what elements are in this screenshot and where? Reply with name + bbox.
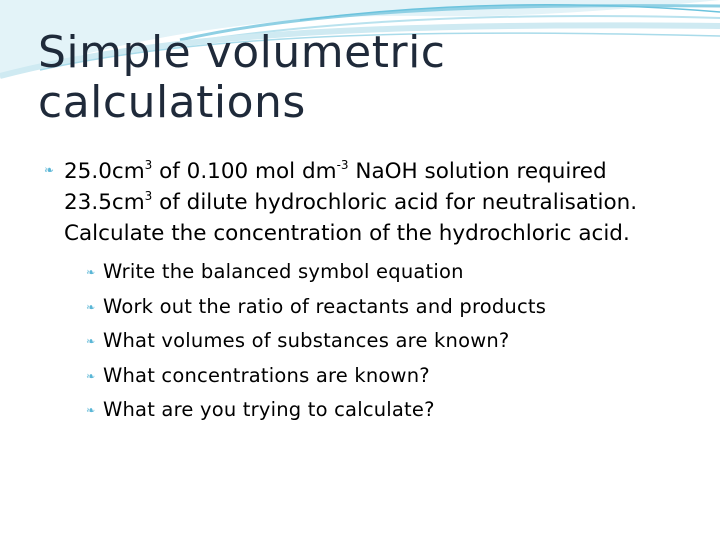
feather-bullet-icon: ❧	[86, 266, 96, 279]
sub-point-text: What are you trying to calculate?	[103, 398, 435, 421]
sub-bullet-point	[86, 359, 694, 394]
content-list	[44, 156, 694, 428]
feather-bullet-icon: ❧	[86, 335, 96, 348]
main-bullet-point	[44, 156, 694, 428]
main-point-superscript-3: 3	[144, 189, 153, 203]
sub-point-text: Write the balanced symbol equation	[103, 260, 464, 283]
sub-point-text: What concentrations are known?	[103, 363, 430, 387]
sub-point-text: What volumes of substances are known?	[103, 329, 510, 352]
sub-bullet-point	[86, 290, 694, 325]
main-point-superscript-1: 3	[144, 158, 153, 172]
title-line-1: Simple volumetric	[38, 27, 446, 78]
main-point-text-4: of dilute hydrochloric acid for neutralisation. Calculate the concentration of the hydrochloric acid.	[64, 190, 638, 246]
sub-point-text: Work out the ratio of reactants and products	[103, 294, 547, 318]
sub-bullet-point	[86, 255, 694, 290]
sub-bullet-point	[86, 324, 694, 359]
main-point-text-3: NaOH solution required 23.5cm	[64, 159, 607, 215]
slide-title	[38, 28, 446, 128]
sub-bullet-list	[64, 255, 694, 428]
main-point-superscript-2: -3	[336, 158, 349, 172]
title-line-2: calculations	[38, 77, 306, 128]
sub-bullet-point	[86, 393, 694, 428]
feather-bullet-icon: ❧	[86, 404, 96, 417]
main-point-text-1: 25.0cm	[64, 159, 145, 184]
feather-bullet-icon: ❧	[44, 163, 55, 177]
main-point-text-2: of 0.100 mol dm	[152, 159, 337, 184]
feather-bullet-icon: ❧	[86, 300, 96, 314]
feather-bullet-icon: ❧	[86, 369, 96, 383]
